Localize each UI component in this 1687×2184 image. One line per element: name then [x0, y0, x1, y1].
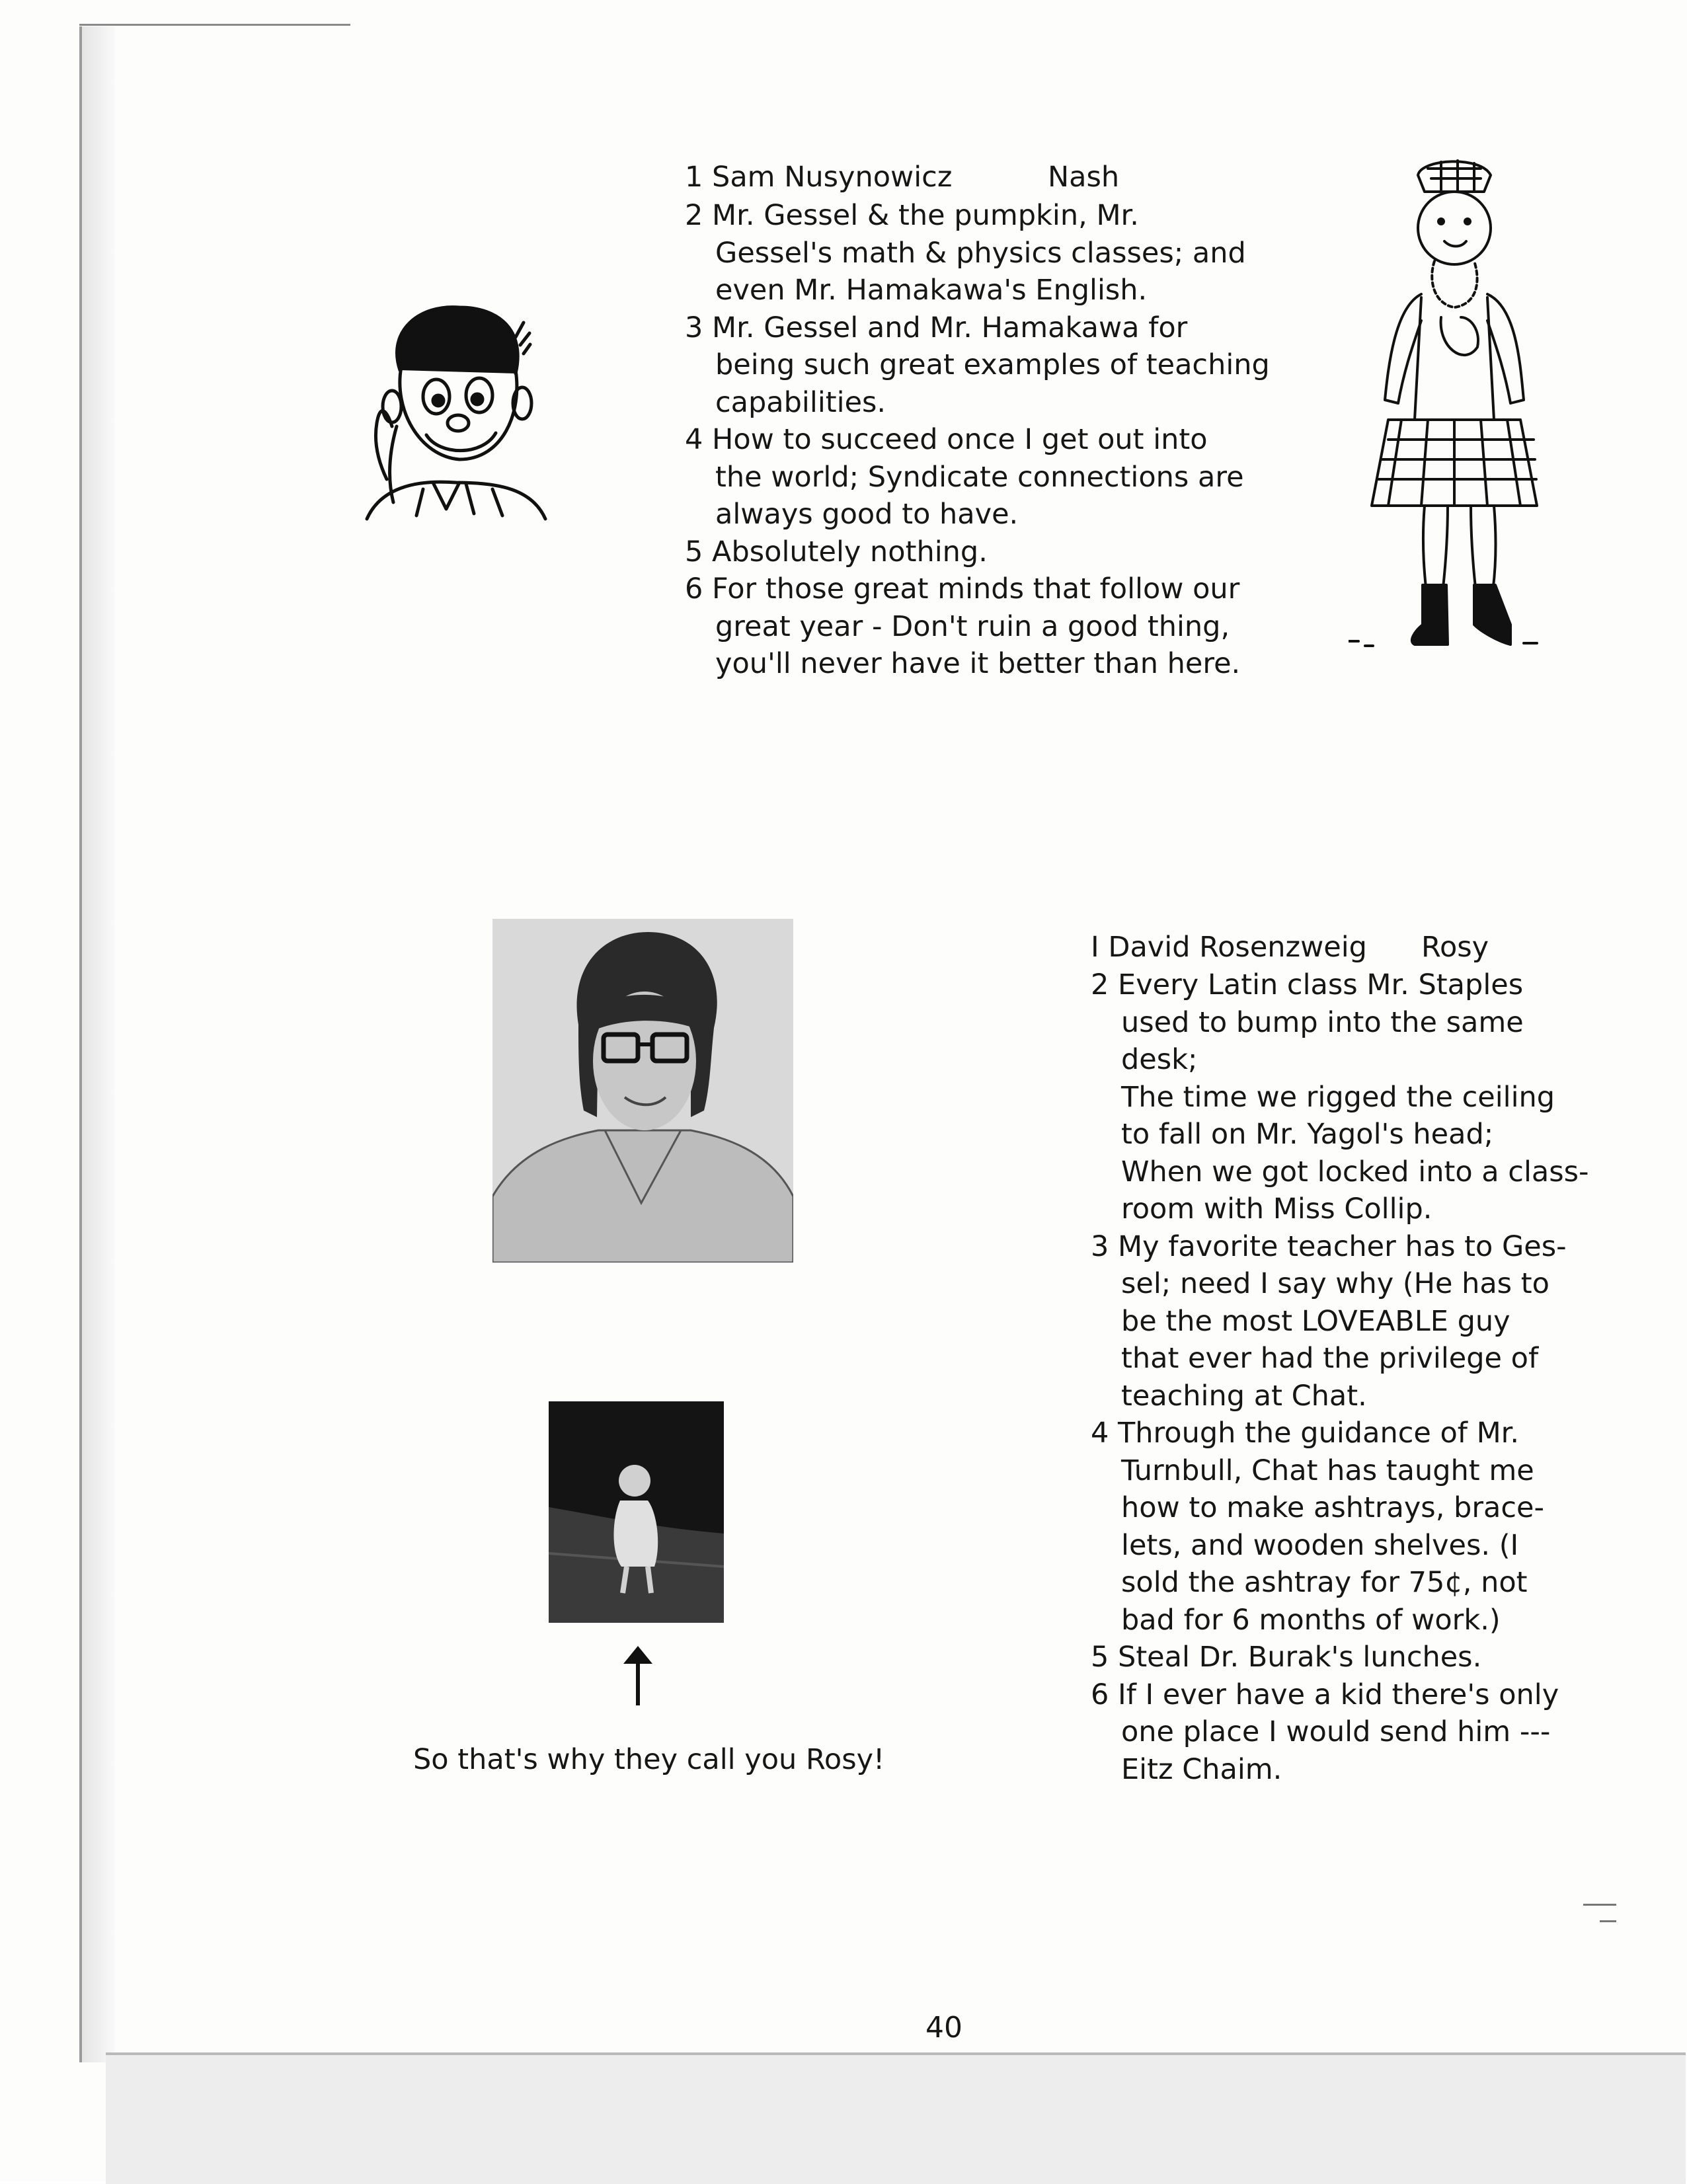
answer-text: If I ever have a kid there's only — [1118, 1678, 1559, 1711]
answer-text: For those great minds that follow our — [712, 572, 1240, 605]
answer-continuation-line: to fall on Mr. Yagol's head; — [1121, 1118, 1494, 1151]
answer-continuation-line: always good to have. — [715, 498, 1019, 531]
photo-caption: So that's why they call you Rosy! — [413, 1743, 885, 1776]
page-number: 40 — [925, 2011, 962, 2045]
answer-text: Absolutely nothing. — [712, 535, 988, 568]
answer-continuation-line: sel; need I say why (He has to — [1121, 1267, 1550, 1300]
entry1-answer — [685, 309, 1293, 422]
answer-first-line — [1091, 1417, 1519, 1450]
answer-number: 2 — [685, 199, 703, 232]
answer-text: My favorite teacher has to Ges- — [1118, 1229, 1567, 1263]
answer-text: Mr. Gessel and Mr. Hamakawa for — [712, 311, 1188, 344]
entry2-answer — [1091, 1676, 1593, 1789]
entry1-answers — [685, 197, 1293, 683]
answer-text: How to succeed once I get out into — [712, 423, 1208, 456]
answer-text: Mr. Gessel & the pumpkin, Mr. — [712, 199, 1139, 232]
answer-continuation-line: room with Miss Collip. — [1121, 1192, 1432, 1226]
answer-first-line — [685, 311, 1187, 344]
kilt-man-illustration — [1349, 149, 1560, 658]
answer-continuation-line: Eitz Chaim. — [1121, 1752, 1282, 1786]
entry2-answer — [1091, 1415, 1593, 1639]
entry1-name-line — [685, 159, 952, 196]
answer-continuation-line: how to make ashtrays, brace- — [1121, 1491, 1544, 1524]
answer-continuation-line: sold the ashtray for 75¢, not — [1121, 1566, 1528, 1599]
answer-text: Every Latin class Mr. Staples — [1118, 968, 1524, 1001]
cartoon-boy-illustration — [360, 291, 549, 522]
portrait-photo — [492, 919, 793, 1263]
page-top-edge — [79, 24, 350, 26]
margin-mark — [1583, 1904, 1616, 1906]
answer-continuation-line: be the most LOVEABLE guy — [1121, 1304, 1510, 1338]
answer-number: 5 — [1091, 1641, 1109, 1674]
entry2-answers — [1091, 966, 1593, 1788]
arrow-up-icon — [618, 1643, 658, 1709]
answer-text: Steal Dr. Burak's lunches. — [1118, 1641, 1482, 1674]
childhood-photo — [549, 1401, 724, 1623]
answer-first-line — [1091, 1641, 1481, 1674]
answer-continuation-line: the world; Syndicate connections are — [715, 460, 1244, 494]
answer-continuation-line: teaching at Chat. — [1121, 1379, 1367, 1413]
entry2-name: I David Rosenzweig — [1091, 931, 1367, 964]
answer-first-line — [1091, 1230, 1567, 1263]
answer-number: 5 — [685, 535, 703, 568]
answer-continuation-line: lets, and wooden shelves. (I — [1121, 1528, 1519, 1562]
answer-first-line — [685, 199, 1139, 232]
margin-mark — [1600, 1920, 1616, 1922]
entry1-answer — [685, 533, 1293, 571]
answer-continuation-line: being such great examples of teaching — [715, 348, 1270, 381]
entry2-answer — [1091, 966, 1593, 1228]
answer-continuation-line: bad for 6 months of work.) — [1121, 1603, 1501, 1637]
answer-continuation-line: Turnbull, Chat has taught me — [1121, 1454, 1534, 1487]
answer-number: 3 — [685, 311, 703, 344]
answer-first-line — [685, 535, 988, 568]
answer-first-line — [1091, 968, 1523, 1001]
entry2-answer — [1091, 1639, 1593, 1676]
answer-continuation-line: one place I would send him --- — [1121, 1715, 1551, 1748]
answer-number: 3 — [1091, 1229, 1109, 1263]
entry1-answer — [685, 197, 1293, 309]
entry1-answer — [685, 570, 1293, 683]
answer-continuation-line: Gessel's math & physics classes; and — [715, 236, 1246, 270]
answer-continuation-line: even Mr. Hamakawa's English. — [715, 274, 1148, 307]
entry1-answer — [685, 421, 1293, 533]
answer-continuation-line: capabilities. — [715, 385, 886, 419]
answer-first-line — [685, 423, 1208, 456]
page-bottom-edge — [106, 2052, 1686, 2184]
entry2-name-line — [1091, 929, 1367, 966]
answer-number: 4 — [685, 423, 703, 456]
answer-number: 4 — [1091, 1417, 1109, 1450]
answer-first-line — [685, 572, 1239, 605]
answer-continuation-line: used to bump into the same desk; — [1121, 1005, 1524, 1076]
entry2-answer — [1091, 1228, 1593, 1415]
answer-first-line — [1091, 1678, 1559, 1711]
answer-continuation-line: you'll never have it better than here. — [715, 647, 1241, 680]
answer-continuation-line: The time we rigged the ceiling — [1121, 1080, 1555, 1114]
answer-number: 2 — [1091, 968, 1109, 1001]
entry1-nickname: Nash — [1048, 161, 1120, 194]
answer-continuation-line: that ever had the privilege of — [1121, 1342, 1539, 1375]
page-binding — [79, 26, 115, 2062]
answer-number: 6 — [685, 572, 703, 605]
answer-text: Through the guidance of Mr. — [1118, 1417, 1520, 1450]
answer-number: 6 — [1091, 1678, 1109, 1711]
answer-continuation-line: When we got locked into a class- — [1121, 1155, 1589, 1189]
entry2-nickname: Rosy — [1421, 931, 1489, 964]
answer-continuation-line: great year - Don't ruin a good thing, — [715, 609, 1230, 643]
entry1-name: 1 Sam Nusynowicz — [685, 161, 953, 194]
